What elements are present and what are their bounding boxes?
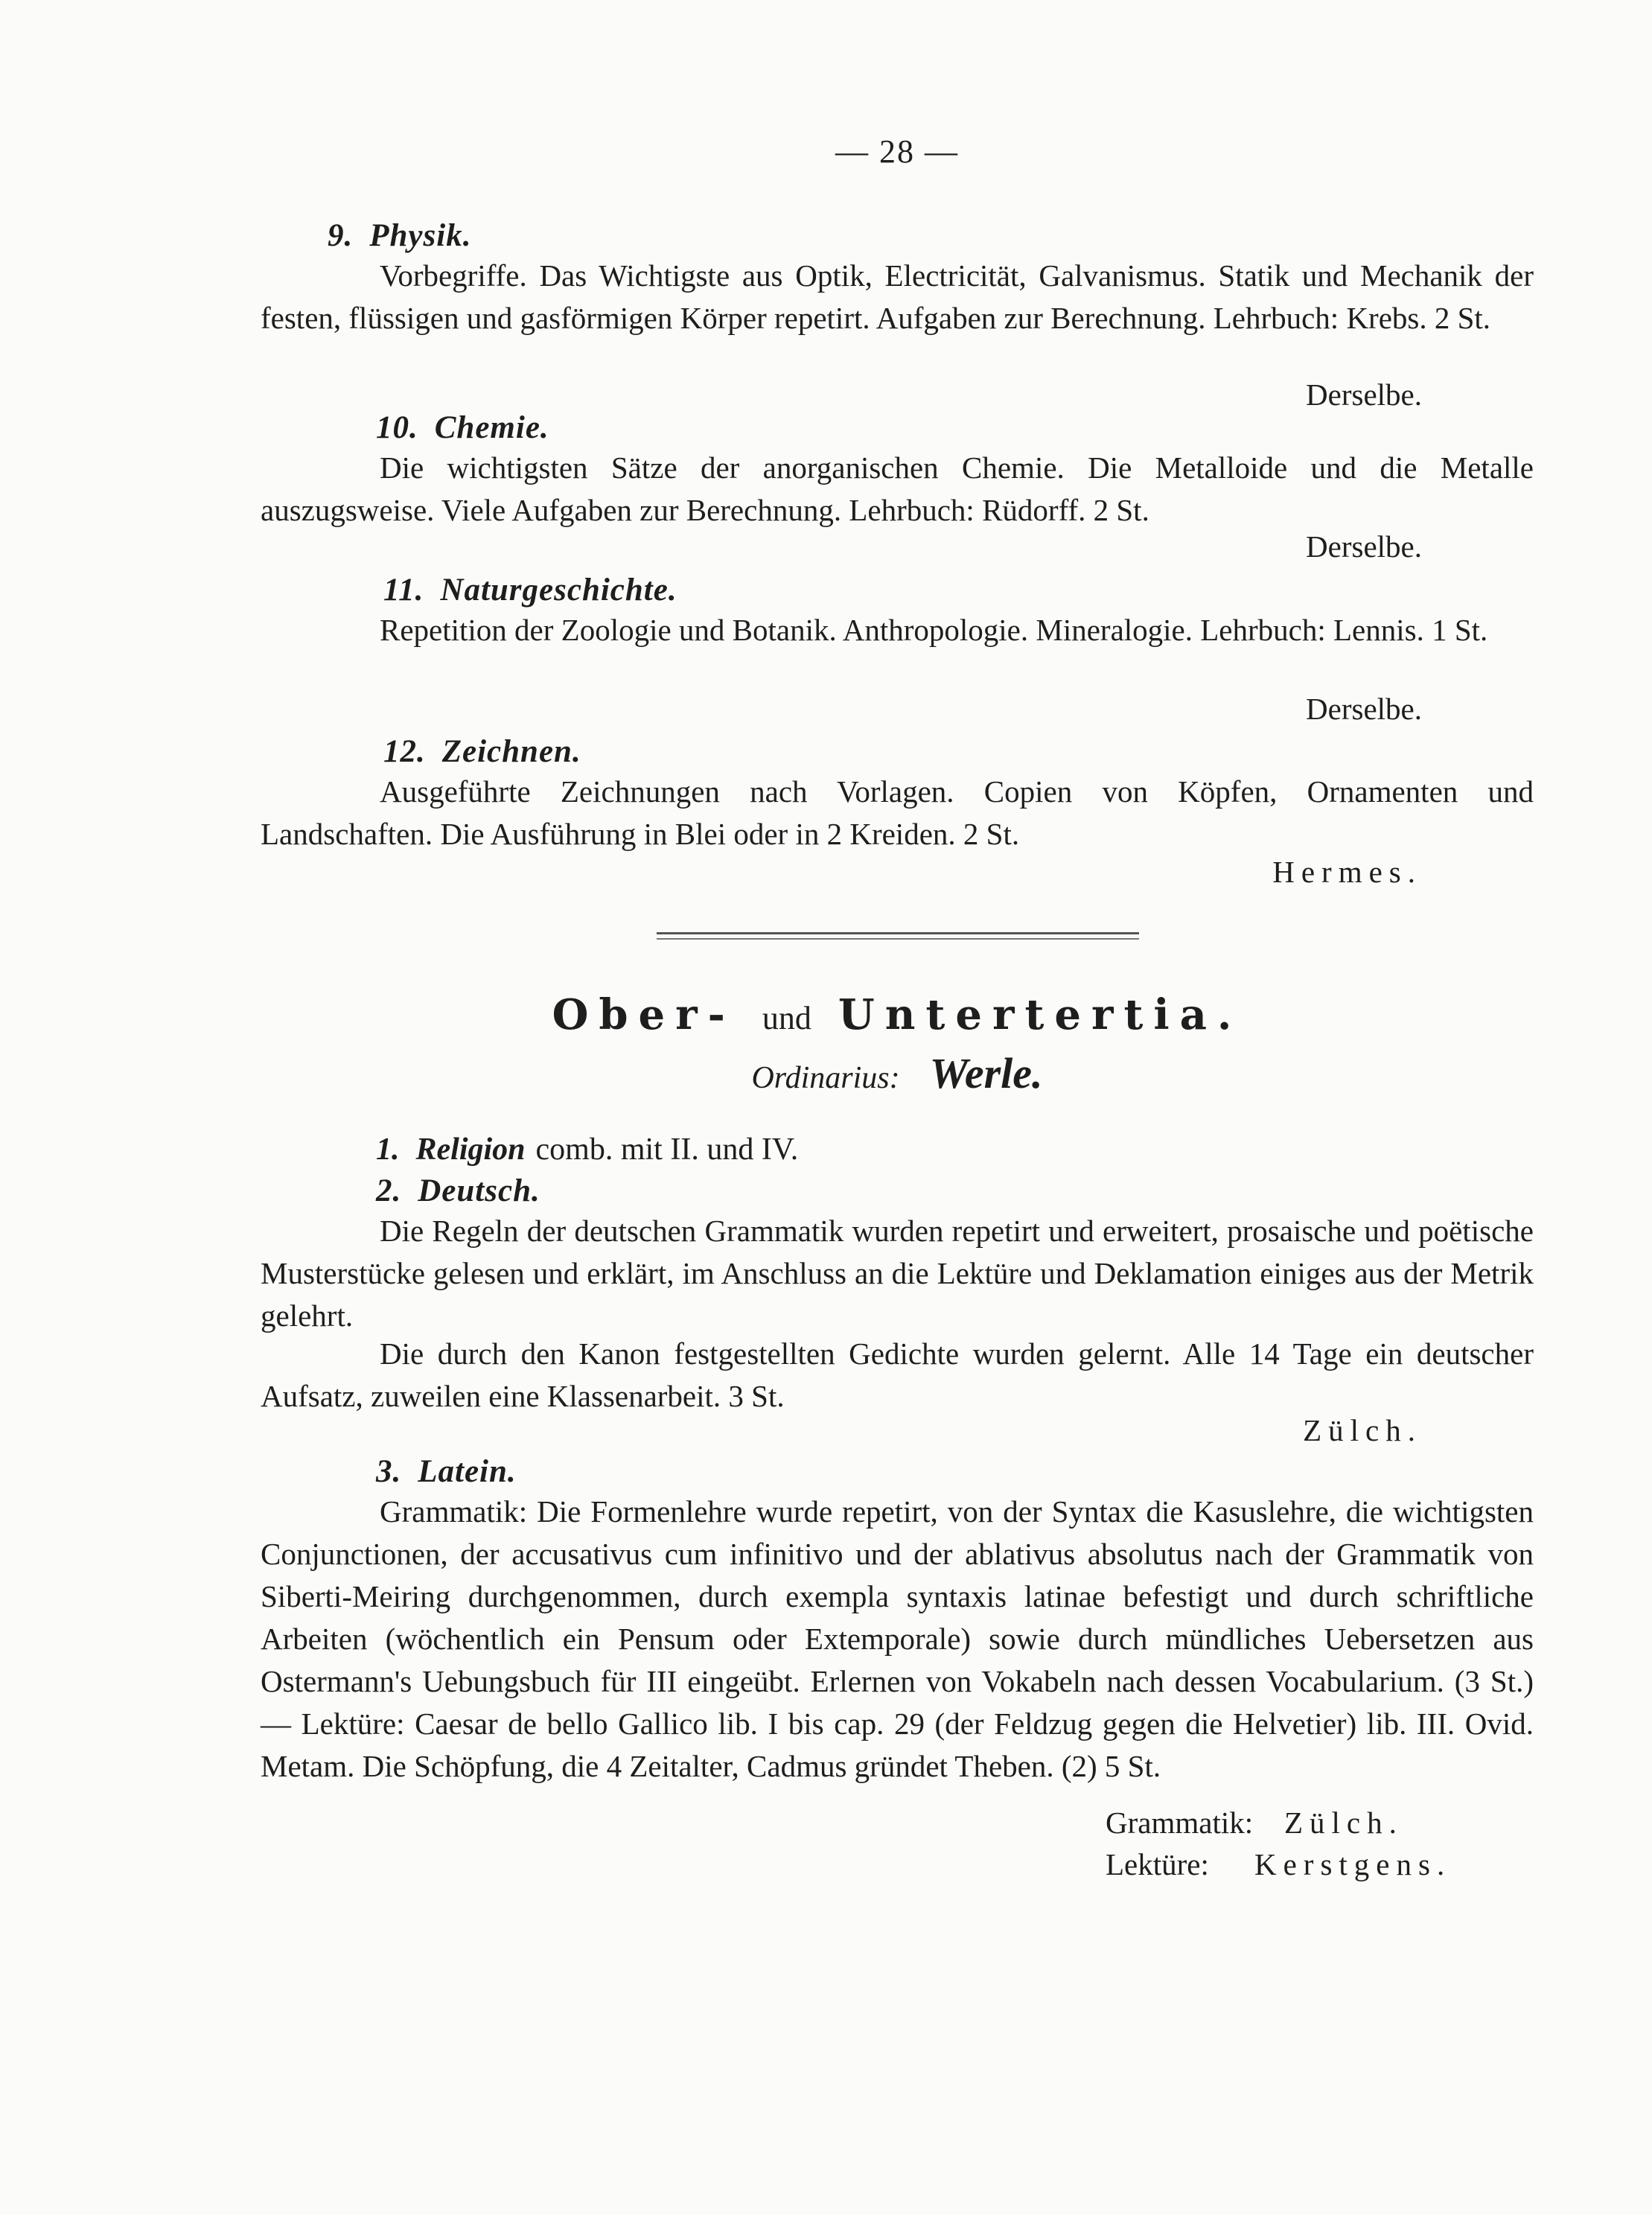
- section-divider: [657, 932, 1139, 934]
- section-divider-secondary: [657, 938, 1139, 940]
- page-number: — 28 —: [835, 133, 959, 170]
- subject-heading-latein: [376, 1453, 517, 1490]
- section-heading-chemie: [376, 409, 549, 446]
- section-teacher-zeichnen: Hermes.: [1272, 855, 1422, 889]
- section-number: 12.: [383, 734, 426, 769]
- class-title-und: und: [762, 1000, 811, 1036]
- subject-title: Latein.: [418, 1454, 517, 1489]
- teacher-label: Lektüre:: [1106, 1847, 1209, 1881]
- subject-religion: [376, 1132, 798, 1167]
- section-body-chemie: Die wichtigsten Sätze der anorganischen Chemie. Die Metalloide und die Metalle auszugsweise. Viele Aufgaben zur Berechnung. Lehrbuch: Rüdorff. 2 St.: [261, 450, 1534, 527]
- section-teacher-chemie: Derselbe.: [1306, 529, 1422, 564]
- section-title: Zeichnen.: [441, 734, 581, 769]
- subject-inline-text: comb. mit II. und IV.: [535, 1132, 799, 1167]
- teacher-line-lektuere: [1106, 1843, 1451, 1885]
- subject-body-deutsch-1: Die Regeln der deutschen Grammatik wurden repetirt und erweitert, prosaische und poëtische Musterstücke gelesen und erklärt, im Anschluss an die Lektüre und Deklamation einiges aus der Metrik gelehrt.: [261, 1214, 1534, 1333]
- subject-heading-deutsch: [376, 1173, 540, 1209]
- class-title-part1: Ober-: [552, 990, 736, 1039]
- subject-title: Religion: [415, 1132, 526, 1167]
- teacher-line-grammatik: [1106, 1802, 1451, 1843]
- class-title-part2: Untertertia.: [838, 990, 1243, 1039]
- subject-teachers-latein: [1106, 1802, 1451, 1885]
- section-heading-naturgeschichte: [383, 572, 677, 608]
- subject-number: 2.: [376, 1173, 402, 1208]
- section-number: 10.: [376, 410, 418, 445]
- section-number: 9.: [328, 218, 354, 253]
- ordinarius-line: [261, 1048, 1534, 1098]
- subject-body-latein: Grammatik: Die Formenlehre wurde repetirt, von der Syntax die Kasuslehre, die wichtigsten Conjunctionen, der accusativus cum infinitivo und der ablativus absolutus nach der Grammatik von Siberti-Meiring durchgenommen, durch exempla syntaxis latinae befestigt und durch schriftliche Arbeiten (wöchentlich ein Pensum oder Extemporale) sowie durch mündliches Uebersetzen aus Ostermann's Uebungsbuch für III eingeübt. Erlernen von Vokabeln nach dessen Vocabularium. (3 St.) — Lektüre: Caesar de bello Gallico lib. I bis cap. 29 (der Feldzug gegen die Helvetier) lib. III. Ovid. Metam. Die Schöpfung, die 4 Zeitalter, Cadmus gründet Theben. (2) 5 St.: [261, 1494, 1534, 1783]
- subject-body-deutsch-2: Die durch den Kanon festgestellten Gedichte wurden gelernt. Alle 14 Tage ein deutscher Aufsatz, zuweilen eine Klassenarbeit. 3 St.: [261, 1336, 1534, 1413]
- section-title: Chemie.: [434, 410, 549, 445]
- section-body-zeichnen: Ausgeführte Zeichnungen nach Vorlagen. Copien von Köpfen, Ornamenten und Landschaften. Die Ausführung in Blei oder in 2 Kreiden. 2 St.: [261, 774, 1534, 851]
- section-heading-physik: [328, 217, 471, 254]
- teacher-label: Grammatik:: [1106, 1806, 1254, 1840]
- section-body-physik: Vorbegriffe. Das Wichtigste aus Optik, Electricität, Galvanismus. Statik und Mechanik der festen, flüssigen und gasförmigen Körper repetirt. Aufgaben zur Berechnung. Lehrbuch: Krebs. 2 St.: [261, 258, 1534, 335]
- section-title: Naturgeschichte.: [440, 573, 677, 608]
- ordinarius-name: Werle.: [929, 1049, 1043, 1097]
- ordinarius-label: Ordinarius:: [751, 1061, 900, 1095]
- subject-teacher-deutsch: Zülch.: [1303, 1413, 1422, 1447]
- class-section-title: [261, 990, 1534, 1039]
- section-body-naturgeschichte: Repetition der Zoologie und Botanik. Anthropologie. Mineralogie. Lehrbuch: Lennis. 1 St.: [380, 613, 1488, 647]
- section-heading-zeichnen: [383, 733, 581, 770]
- teacher-name: Zülch.: [1284, 1806, 1403, 1840]
- subject-number: 1.: [376, 1132, 400, 1167]
- section-teacher-physik: Derselbe.: [1306, 377, 1422, 412]
- subject-number: 3.: [376, 1454, 402, 1489]
- teacher-name: Kerstgens.: [1254, 1847, 1452, 1881]
- document-page: [261, 0, 1534, 2215]
- section-teacher-naturgeschichte: Derselbe.: [1306, 692, 1422, 726]
- section-number: 11.: [383, 573, 424, 608]
- subject-title: Deutsch.: [418, 1173, 540, 1208]
- section-title: Physik.: [369, 218, 472, 253]
